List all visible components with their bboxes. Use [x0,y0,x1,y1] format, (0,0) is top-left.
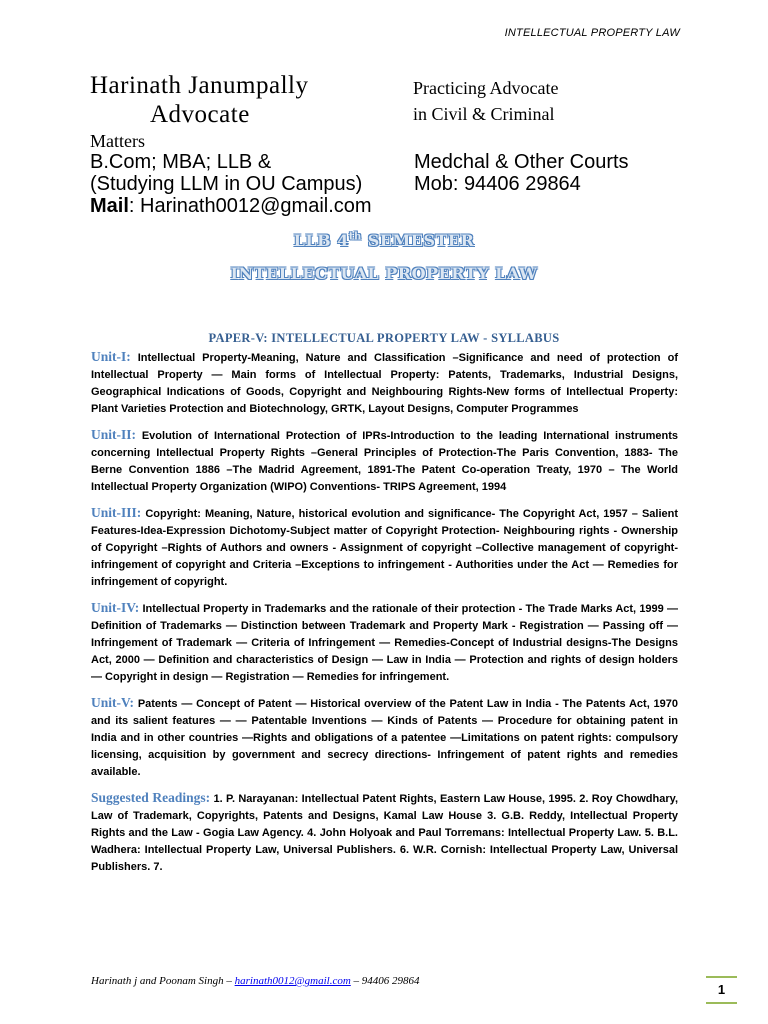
unit-label: Unit-IV: [91,600,140,615]
syllabus-heading: PAPER-V: INTELLECTUAL PROPERTY LAW - SYLLABUS [208,331,560,345]
semester-suffix: SEMESTER [361,231,475,250]
semester-prefix: LLB 4 [293,231,349,250]
mail-line [90,195,372,218]
unit-label: Unit-V: [91,695,135,710]
unit-text: Copyright: Meaning, Nature, historical evolution and significance- The Copyright Act, 1957 – Salient Features-Idea-Expression Dichotomy-Subject matter of Copyright Protection- Neighbouring rights - Ownership of Copyright –Rights of Authors and owners - Assignment of copyright –Collective management of copyright- infringement of copyright and Criteria –Exceptions to infringement - Authorities under the Act — Remedies for infringement of copyright. [91,508,679,588]
unit-text: Patents — Concept of Patent — Historical overview of the Patent Law in India - The Patents Act, 1970 and its salient features — — Patentable Inventions — Kinds of Patents — Procedure for obtaining patent in India and in other countries —Rights and obligations of a patentee —Limitations on patent rights: compulsory licensing, acquisition by government and secrecy directions- Infringement of patent rights and remedies available. [91,698,679,778]
mobile-text: Mob: 94406 29864 [414,173,581,195]
page-number: 1 [706,976,737,1004]
unit-text: Evolution of International Protection of IPRs-Introduction to the leading International instruments concerning Intellectual Property Rights –General Principles of Protection-The Paris Convention, 1883- The Berne Convention 1886 –The Madrid Agreement, 1891-The Patent Co-operation Treaty, 1970 – The World Intellectual Property Organization (WIPO) Conventions- TRIPS Agreement, 1994 [91,430,678,493]
footer [91,975,420,987]
suggested-readings-text: 1. P. Narayanan: Intellectual Patent Rights, Eastern Law House, 1995. 2. Roy Chowdhary, Law of Trademark, Copyrights, Patents and Designs, Kamal Law House 3. G.B. Reddy, Intellectual Property Rights and the Law - Gogia Law Agency. 4. John Holyoak and Paul Torremans: Intellectual Property Law. 5. B.L. Wadhera: Intellectual Property Law, Universal Publishers. 6. W.R. Cornish: Intellectual Property Law, Universal Publishers. 7. [91,793,679,873]
unit-label: Unit-II: [91,427,137,442]
suggested-readings [91,789,678,876]
courts-text: Medchal & Other Courts [414,151,629,173]
author-title: Advocate [150,101,250,128]
unit-text: Intellectual Property-Meaning, Nature and Classification –Significance and need of protection of Intellectual Property — Main forms of Intellectual Property: Patents, Trademarks, Industrial Designs, Geographical Indications of Goods, Copyright and Neighbouring Rights-New forms of Intellectual Property: Plant Varieties Protection and Biotechnology, GRTK, Layout Designs, Computer Programmes [91,352,678,415]
author-name: Harinath Janumpally [90,72,309,99]
semester-sup: th [348,231,362,243]
footer-email-link[interactable]: harinath0012@gmail.com [234,975,351,987]
qualifications-line-1: B.Com; MBA; LLB & [90,151,272,173]
running-header: INTELLECTUAL PROPERTY LAW [504,27,680,39]
practice-line-1: Practicing Advocate [413,78,559,98]
footer-authors: Harinath j and Poonam Singh – [91,975,235,987]
author-block [90,72,690,217]
unit-label: Unit-III: [91,505,142,520]
semester-heading [0,231,768,250]
unit-paragraph [91,694,678,781]
units-list [91,348,678,884]
document-title: INTELLECTUAL PROPERTY LAW [230,264,538,283]
qualifications-line-2: (Studying LLM in OU Campus) [90,173,363,195]
mail-label: Mail [90,195,129,217]
unit-paragraph [91,426,678,496]
practice-line-2: in Civil & Criminal [413,104,555,124]
suggested-readings-label: Suggested Readings: [91,790,211,805]
unit-label: Unit-I: [91,349,131,364]
unit-text: Intellectual Property in Trademarks and the rationale of their protection - The Trade Marks Act, 1999 — Definition of Trademarks — Distinction between Trademark and Property Mark - Registration — Passing off — Infringement of Trademark — Criteria of Infringement — Remedies-Concept of Industrial designs-The Designs Act, 2000 — Definition and characteristics of Design — Law in India — Protection and rights of design holders — Copyright in design — Registration — Remedies for infringement. [91,603,678,683]
mail-value: : Harinath0012@gmail.com [128,195,372,217]
unit-paragraph [91,599,678,686]
unit-paragraph [91,348,678,418]
unit-paragraph [91,504,678,591]
footer-phone: – 94406 29864 [350,975,420,987]
practice-line-3: Matters [90,131,145,151]
